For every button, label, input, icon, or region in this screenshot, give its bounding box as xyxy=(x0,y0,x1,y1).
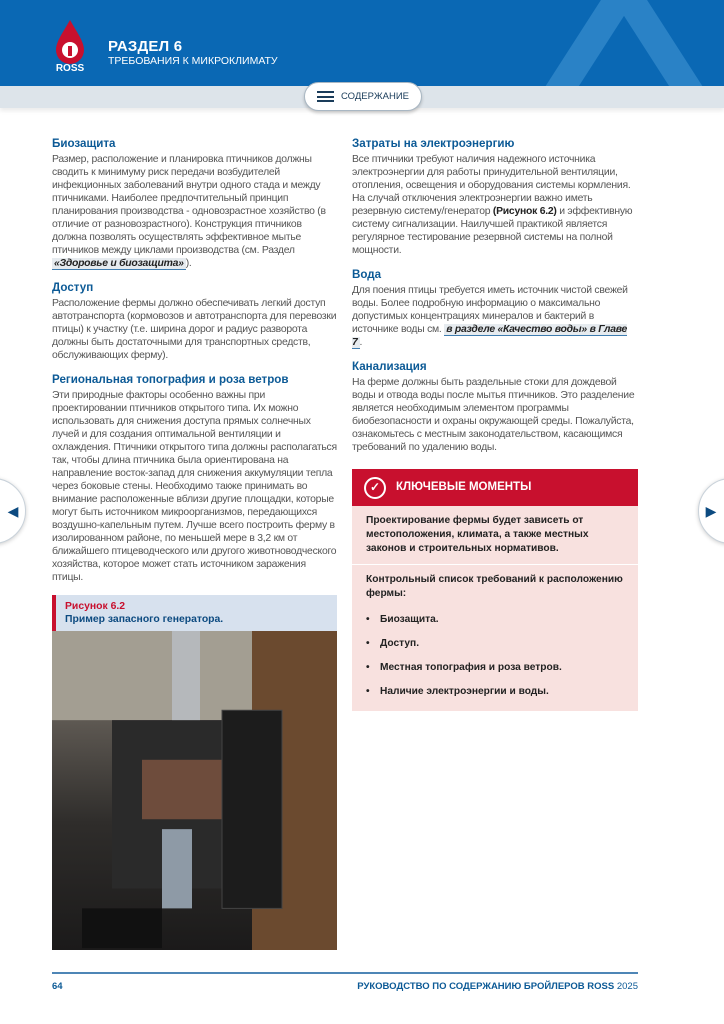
section-subtitle: ТРЕБОВАНИЯ К МИКРОКЛИМАТУ xyxy=(108,55,278,67)
link-water-quality[interactable]: в разделе «Качество воды» в Главе 7 xyxy=(352,324,628,348)
key-points-summary: Проектирование фермы будет зависеть от местоположения, климата, а также местных законов и строительных нормативов. xyxy=(366,515,589,554)
page-number: 64 xyxy=(52,981,63,992)
checklist-intro: Контрольный список требований к расположению фермы: xyxy=(366,574,623,599)
chevron-right-icon: ▶ xyxy=(705,502,717,519)
heading-sewerage: Канализация xyxy=(352,360,427,373)
heading-biosecurity: Биозащита xyxy=(52,137,116,150)
svg-text:ROSS: ROSS xyxy=(55,63,85,74)
access-text: Расположение фермы должно обеспечивать легкий доступ автотранспорта (кормовозов и автотранспорта для перевозки птицы) к участку (т.е. ширина дорог и радиус разворота должны быть достаточными для транспортных средств, обслуживающих ферму). xyxy=(52,298,337,361)
figure-caption xyxy=(52,595,337,631)
list-item: • Местная топография и роза ветров. xyxy=(366,661,624,674)
key-points-header xyxy=(352,469,638,506)
topography-text: Эти природные факторы особенно важны при проектировании птичников открытого типа. Их можно использовать для снижения доступа прямых солнечных лучей и для создания оптимальной вентиляции и охлаждения. Птичники открытого типа должны располагаться так, чтобы длина птичника была ориентирована на направление восток-запад для снижения аккумуляции тепла через боковые стены. Необходимо также принимать во внимание расположенные вблизи другие площадки, которые могут быть источником микроорганизмов, передающихся воздушно-капельным путем. Лучше всего построить ферму в изолированном районе, по меньшей мере в 3,2 км от ближайшего птицеводческого или другого животноводческого хозяйства, которое может стать источником заражения птицы. xyxy=(52,390,337,583)
left-column xyxy=(52,137,338,950)
footer-divider xyxy=(52,972,638,974)
list-item: • Биозащита. xyxy=(366,613,624,626)
generator-illustration xyxy=(52,631,337,950)
heading-topography: Региональная топография и роза ветров xyxy=(52,373,289,386)
biosecurity-text: Размер, расположение и планировка птичников должны сводить к минимуму риск передачи возбудителей инфекционных заболеваний внутри одного стада и между птичниками. Наиболее предпочтительный принцип планирования производства - одновозрастное хозяйство (в отличие от разновозрастного). Конструкция птичников должна позволять осуществлять эффективное мытье птичников между циклами производства (см. Раздел «Здоровье и биозащита» ). xyxy=(52,154,326,269)
key-points-title: КЛЮЧЕВЫЕ МОМЕНТЫ xyxy=(396,481,532,493)
section-title: РАЗДЕЛ 6 xyxy=(108,38,183,55)
contents-button[interactable] xyxy=(304,82,422,111)
power-text: Все птичники требуют наличия надежного источника электроэнергии для работы принудительной вентиляции, отопления, освещения и оборудования системы кормления. На случай отключения электроэнергии важно иметь резервную систему/генератор (Рисунок 6.2) и эффективную систему сигнализации. Наилучшей практикой является регулярное тестирование резервной системы на полной мощности. xyxy=(352,154,633,256)
heading-access: Доступ xyxy=(52,281,94,294)
figure-number: Рисунок 6.2 xyxy=(65,601,126,612)
right-column xyxy=(352,137,638,711)
check-circle-icon: ✓ xyxy=(364,477,386,499)
key-points-box xyxy=(352,469,638,711)
ross-logo xyxy=(50,18,90,74)
sewerage-text: На ферме должны быть раздельные стоки для дождевой воды и отвода воды после мытья птичников. Это разделение является необходимым элементом программы биобезопасности и охраны окружающей среды. Пожалуйста, ознакомьтесь с местным законодательством, касающимся требований по удалению воды. xyxy=(352,377,635,453)
header xyxy=(0,0,724,86)
chevron-left-icon: ◀ xyxy=(7,502,19,519)
figure-reference: (Рисунок 6.2) xyxy=(492,206,557,217)
heading-water: Вода xyxy=(352,268,382,281)
footer-year: 2025 xyxy=(616,981,638,992)
link-health-biosecurity[interactable]: «Здоровье и биозащита» xyxy=(54,258,184,269)
previous-page-button[interactable] xyxy=(0,478,26,544)
figure-title: Пример запасного генератора. xyxy=(65,614,224,625)
heading-power: Затраты на электроэнергию xyxy=(352,137,515,150)
menu-icon xyxy=(317,91,334,102)
list-item: • Наличие электроэнергии и воды. xyxy=(366,685,624,698)
generator-photo xyxy=(52,631,337,950)
footer-title: РУКОВОДСТВО ПО СОДЕРЖАНИЮ БРОЙЛЕРОВ ROSS 2025 xyxy=(357,981,638,992)
checklist xyxy=(352,613,638,711)
list-item: • Доступ. xyxy=(366,637,624,650)
brand-watermark-icon xyxy=(514,0,724,86)
contents-label: СОДЕРЖАНИЕ xyxy=(341,91,409,102)
water-text: Для поения птицы требуется иметь источник чистой свежей воды. Более подробную информацию о максимально допустимых концентрациях минералов и бактерий в источнике воды см. в разделе «Качество воды» в Главе 7 . xyxy=(352,285,628,348)
next-page-button[interactable] xyxy=(698,478,724,544)
